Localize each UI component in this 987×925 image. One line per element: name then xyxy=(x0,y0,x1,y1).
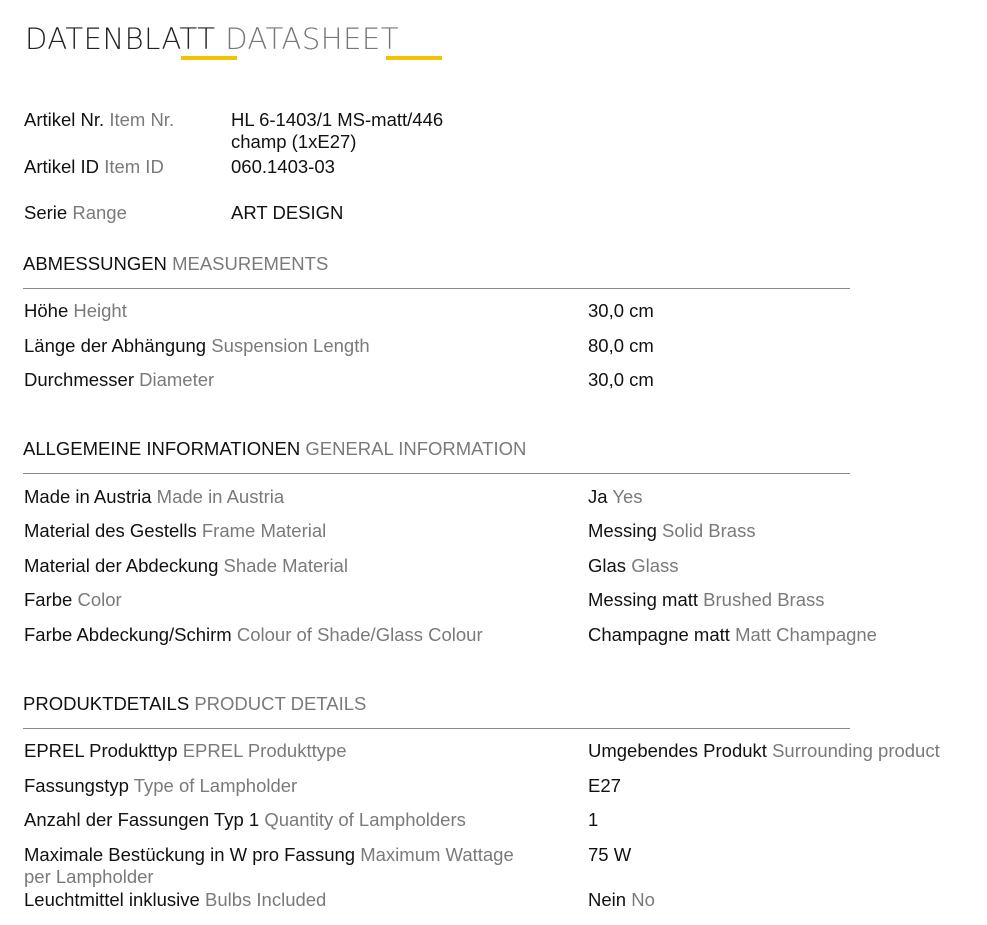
section-divider xyxy=(23,473,850,474)
lampholder-quantity-value: 1 xyxy=(588,809,599,830)
eprel-type-label: EPREL Produkttyp EPREL Produkttype xyxy=(24,740,347,761)
diameter-label: Durchmesser Diameter xyxy=(24,369,215,390)
height-value: 30,0 cm xyxy=(588,300,654,321)
color-value: Messing matt Brushed Brass xyxy=(588,589,825,610)
item-nr-value: HL 6-1403/1 MS-matt/446 champ (1xE27) xyxy=(231,109,444,152)
title-underline-accent xyxy=(181,56,237,60)
section-title-product-details: PRODUKTDETAILS PRODUCT DETAILS xyxy=(23,693,367,714)
title-underline-accent xyxy=(386,56,442,60)
range-value: ART DESIGN xyxy=(231,202,344,223)
diameter-value: 30,0 cm xyxy=(588,369,654,390)
item-nr-label: Artikel Nr. Item Nr. xyxy=(24,109,175,130)
lampholder-type-label: Fassungstyp Type of Lampholder xyxy=(24,775,298,796)
page-title xyxy=(25,22,399,56)
suspension-length-value: 80,0 cm xyxy=(588,335,654,356)
item-id-value: 060.1403-03 xyxy=(231,156,335,177)
range-label: Serie Range xyxy=(24,202,127,223)
item-id-label: Artikel ID Item ID xyxy=(24,156,164,177)
eprel-type-value: Umgebendes Produkt Surrounding product xyxy=(588,740,940,761)
frame-material-label: Material des Gestells Frame Material xyxy=(24,520,327,541)
title-german: DATENBLATT xyxy=(25,22,216,56)
shade-color-label: Farbe Abdeckung/Schirm Colour of Shade/Glass Colour xyxy=(24,624,483,645)
section-divider xyxy=(23,728,850,729)
bulbs-included-label: Leuchtmittel inklusive Bulbs Included xyxy=(24,889,327,910)
height-label: Höhe Height xyxy=(24,300,127,321)
made-in-austria-value: Ja Yes xyxy=(588,486,643,507)
section-title-general-information: ALLGEMEINE INFORMATIONEN GENERAL INFORMATION xyxy=(23,438,527,459)
max-wattage-label: Maximale Bestückung in W pro Fassung Maximum Wattage per Lampholder xyxy=(24,844,514,887)
made-in-austria-label: Made in Austria Made in Austria xyxy=(24,486,285,507)
section-title-measurements: ABMESSUNGEN MEASUREMENTS xyxy=(23,253,329,274)
lampholder-quantity-label: Anzahl der Fassungen Typ 1 Quantity of Lampholders xyxy=(24,809,466,830)
color-label: Farbe Color xyxy=(24,589,122,610)
frame-material-value: Messing Solid Brass xyxy=(588,520,756,541)
section-divider xyxy=(23,288,850,289)
max-wattage-value: 75 W xyxy=(588,844,632,865)
bulbs-included-value: Nein No xyxy=(588,889,655,910)
shade-color-value: Champagne matt Matt Champagne xyxy=(588,624,877,645)
shade-material-label: Material der Abdeckung Shade Material xyxy=(24,555,348,576)
title-english: DATASHEET xyxy=(225,22,399,56)
shade-material-value: Glas Glass xyxy=(588,555,679,576)
lampholder-type-value: E27 xyxy=(588,775,621,796)
suspension-length-label: Länge der Abhängung Suspension Length xyxy=(24,335,370,356)
